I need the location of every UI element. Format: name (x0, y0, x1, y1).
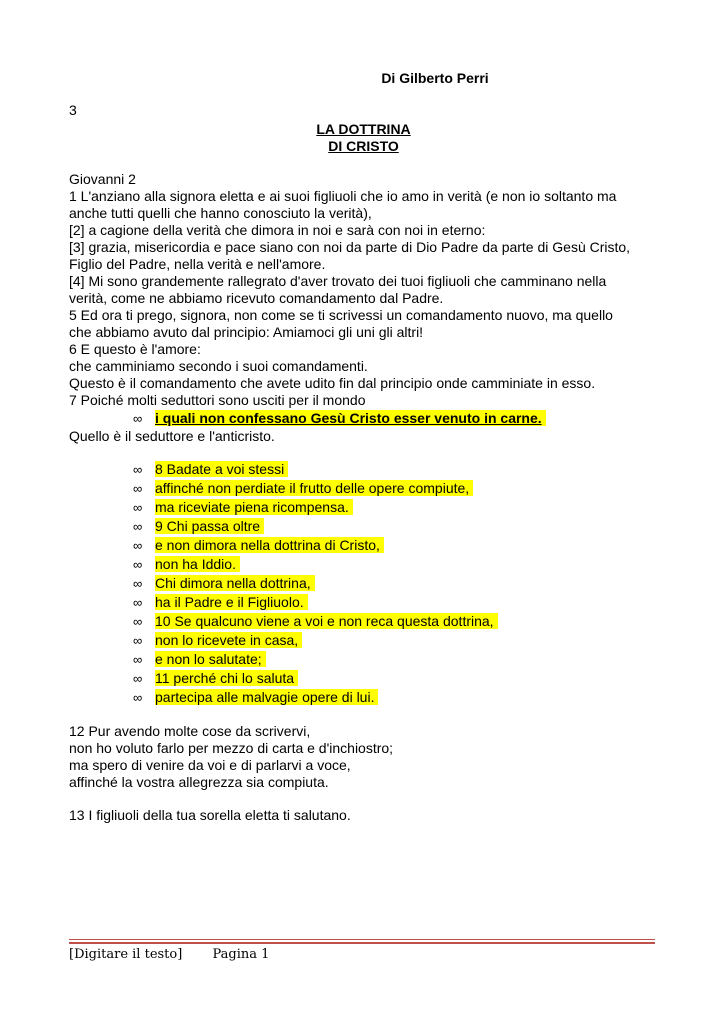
body-line: anche tutti quelli che hanno conosciuto la verità), (69, 205, 372, 221)
infinity-bullet-icon: ∞ (133, 576, 143, 591)
infinity-bullet-icon: ∞ (133, 462, 143, 477)
infinity-bullet-icon: ∞ (133, 557, 143, 572)
body-line: Figlio del Padre, nella verità e nell'amore. (69, 256, 326, 272)
body-line: 5 Ed ora ti prego, signora, non come se ti scrivessi un comandamento nuovo, ma quello (69, 307, 613, 323)
title-line-2: DI CRISTO (328, 138, 399, 154)
body-line: ma spero di venire da voi e di parlarvi a voce, (69, 757, 351, 773)
bullet-text: partecipa alle malvagie opere di lui. (155, 689, 378, 705)
infinity-bullet-icon: ∞ (133, 595, 143, 610)
infinity-bullet-icon: ∞ (133, 652, 143, 667)
bullet-text: ha il Padre e il Figliuolo. (155, 594, 308, 610)
footer-page-number: Pagina 1 (212, 947, 270, 962)
highlighted-bullet-list (69, 460, 669, 707)
infinity-bullet-icon: ∞ (133, 671, 143, 686)
bullet-item (69, 498, 669, 517)
infinity-bullet-icon: ∞ (133, 690, 143, 705)
infinity-bullet-icon: ∞ (133, 500, 143, 515)
body-line: [4] Mi sono grandemente rallegrato d'aver trovato dei tuoi figliuoli che camminano nella (69, 273, 607, 289)
body-line: che camminiamo secondo i suoi comandamenti. (69, 358, 368, 374)
body-line: Quello è il seduttore e l'anticristo. (69, 428, 275, 444)
body-line: non ho voluto farlo per mezzo di carta e d'inchiostro; (69, 740, 394, 756)
bullet-item (69, 631, 669, 650)
bullet-text: 10 Se qualcuno viene a voi e non reca questa dottrina, (155, 613, 498, 629)
bullet-text: ma riceviate piena ricompensa. (155, 499, 353, 515)
bullet-text: 8 Badate a voi stessi (155, 461, 288, 477)
bullet-text: non lo ricevete in casa, (155, 632, 302, 648)
bullet-text: e non lo salutate; (155, 651, 266, 667)
bold-bullet-text: i quali non confessano Gesù Cristo esser venuto in carne. (155, 410, 546, 426)
bullet-item (69, 650, 669, 669)
bullet-text: 9 Chi passa oltre (155, 518, 264, 534)
bullet-item (69, 555, 669, 574)
author-heading: Di Gilberto Perri (381, 70, 489, 86)
infinity-bullet-icon: ∞ (133, 538, 143, 553)
bullet-item (69, 574, 669, 593)
bullet-item (69, 593, 669, 612)
infinity-bullet-icon: ∞ (133, 519, 143, 534)
bullet-item (69, 517, 669, 536)
page-marker: 3 (69, 102, 77, 118)
bullet-item (69, 460, 669, 479)
document-title (0, 121, 724, 155)
bullet-text: e non dimora nella dottrina di Cristo, (155, 537, 384, 553)
title-line-1: LA DOTTRINA (316, 121, 411, 137)
bullet-item (69, 688, 669, 707)
bullet-text: Chi dimora nella dottrina, (155, 575, 315, 591)
body-line: che abbiamo avuto dal principio: Amiamoci gli uni gli altri! (69, 324, 424, 340)
closing-line: 13 I figliuoli della tua sorella eletta ti salutano. (69, 807, 351, 823)
document-body (69, 171, 669, 824)
footer-divider-thick (69, 942, 655, 944)
bullet-item (69, 669, 669, 688)
infinity-bullet-icon: ∞ (133, 411, 143, 426)
bullet-item (69, 536, 669, 555)
bold-bullet-item (69, 409, 669, 428)
body-line: [3] grazia, misericordia e pace siano con noi da parte di Dio Padre da parte di Gesù Cristo, (69, 239, 631, 255)
body-line: verità, come ne abbiamo ricevuto comandamento dal Padre. (69, 290, 444, 306)
body-line: 1 L'anziano alla signora eletta e ai suoi figliuoli che io amo in verità (e non io soltanto ma (69, 188, 617, 204)
footer-divider (69, 939, 655, 940)
infinity-bullet-icon: ∞ (133, 481, 143, 496)
body-line: Questo è il comandamento che avete udito fin dal principio onde camminiate in esso. (69, 375, 596, 391)
bullet-text: affinché non perdiate il frutto delle opere compiute, (155, 480, 473, 496)
body-line: [2] a cagione della verità che dimora in noi e sarà con noi in eterno: (69, 222, 486, 238)
bullet-text: non ha Iddio. (155, 556, 240, 572)
infinity-bullet-icon: ∞ (133, 614, 143, 629)
bullet-item (69, 479, 669, 498)
infinity-bullet-icon: ∞ (133, 633, 143, 648)
bullet-item (69, 612, 669, 631)
body-line: Giovanni 2 (69, 171, 136, 187)
body-line: 6 E questo è l'amore: (69, 341, 201, 357)
footer-placeholder-text[interactable]: [Digitare il testo] (69, 947, 183, 962)
body-line: 7 Poiché molti seduttori sono usciti per il mondo (69, 392, 366, 408)
page-footer (69, 947, 269, 962)
bullet-text: 11 perché chi lo saluta (155, 670, 298, 686)
body-line: 12 Pur avendo molte cose da scrivervi, (69, 723, 311, 739)
body-line: affinché la vostra allegrezza sia compiuta. (69, 774, 329, 790)
